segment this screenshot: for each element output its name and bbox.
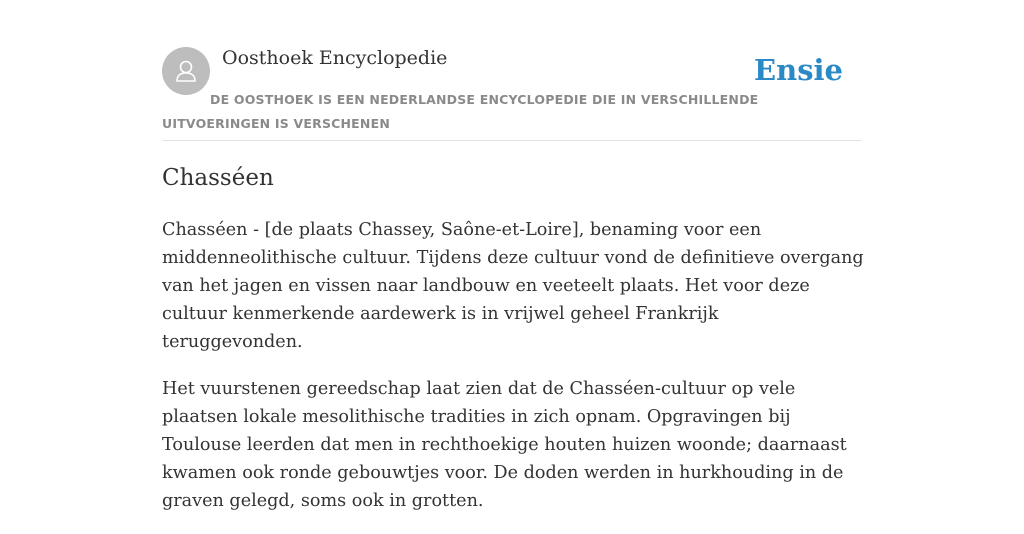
article-paragraph: Het vuurstenen gereedschap laat zien dat de Chasséen-cultuur op vele plaatsen lokale mesolithische tradities in zich opnam. Opgravingen bij Toulouse leerden dat men in rechthoekige houten huizen woonde; daarnaast kwamen ook ronde gebouwtjes voor. De doden werden in hurkhouding in de graven gelegd, soms ook in grotten. <box>162 379 847 511</box>
article-paragraph: Chasséen - [de plaats Chassey, Saône-et-Loire], benaming voor een middenneolithische cultuur. Tijdens deze cultuur vond de definitieve overgang van het jagen en vissen naar landbouw en veeteelt plaats. Het voor deze cultuur kenmerkende aardewerk is in vrijwel geheel Frankrijk teruggevonden. <box>162 220 864 352</box>
source-description: DE OOSTHOEK IS EEN NEDERLANDSE ENCYCLOPEDIE DIE IN VERSCHILLENDE UITVOERINGEN IS VERSCHENEN <box>162 92 759 131</box>
header <box>162 0 862 141</box>
page <box>162 0 864 511</box>
user-icon <box>171 56 201 86</box>
article-title: Chasséen <box>162 165 274 191</box>
article-body <box>162 216 864 534</box>
source-title[interactable]: Oosthoek Encyclopedie <box>222 47 448 69</box>
brand-logo[interactable]: Ensie <box>754 53 843 87</box>
